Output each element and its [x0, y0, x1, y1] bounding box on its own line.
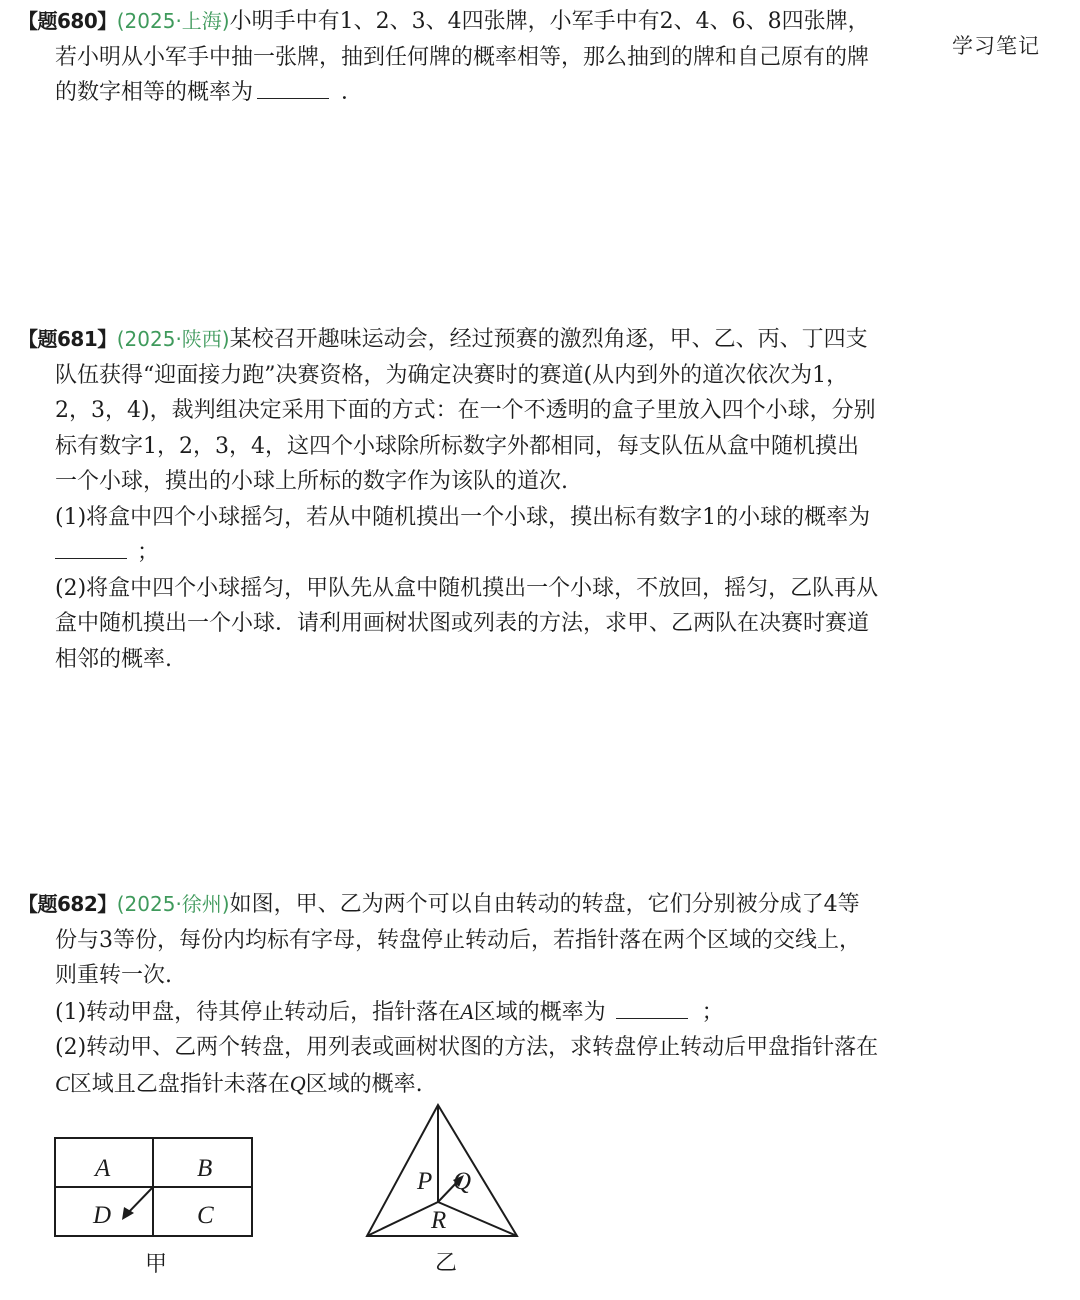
problem-source: (2025·陕西)	[116, 327, 230, 351]
problem-681-q2-line-3: 相邻的概率.	[55, 646, 172, 672]
region-label-p: P	[417, 1168, 433, 1195]
region-label-b: B	[197, 1155, 213, 1182]
problem-680-line-2: 若小明从小军手中抽一张牌，抽到任何牌的概率相等，那么抽到的牌和自己原有的牌	[55, 44, 870, 70]
problem-681-line-4: 标有数字1，2，3，4，这四个小球除所标数字外都相同，每支队伍从盒中随机摸出	[55, 433, 859, 459]
problem-tag: 【题680】	[18, 9, 117, 33]
answer-blank	[257, 78, 329, 99]
spinner-jia-figure	[40, 1125, 270, 1280]
problem-682	[18, 887, 918, 1102]
problem-681-line-5: 一个小球，摸出的小球上所标的数字作为该队的道次.	[55, 469, 568, 494]
region-variable: C	[55, 1070, 70, 1096]
answer-blank	[616, 998, 688, 1019]
problem-text: 小明手中有1、2、3、4四张牌，小军手中有2、4、6、8四张牌，	[229, 9, 870, 34]
problem-tag: 【题682】	[18, 892, 117, 916]
problem-text: 的数字相等的概率为	[55, 80, 254, 105]
problem-682-q2-line-1: (2)转动甲、乙两个转盘，用列表或画树状图的方法，求转盘停止转动后甲盘指针落在	[55, 1035, 879, 1060]
problem-tag: 【题681】	[18, 327, 117, 351]
problem-source: (2025·徐州)	[116, 892, 230, 916]
problem-681-q2-line-1: (2)将盒中四个小球摇匀，甲队先从盒中随机摸出一个小球，不放回，摇匀，乙队再从	[55, 575, 879, 601]
study-notes-label: 学习笔记	[952, 34, 1040, 58]
problem-682-line-3: 则重转一次.	[55, 963, 172, 988]
problem-682-line-1	[18, 887, 918, 923]
problem-text: (1)转动甲盘，待其停止转动后，指针落在	[55, 999, 461, 1025]
region-label-c: C	[197, 1202, 214, 1229]
problem-681-q2-line-2: 盒中随机摸出一个小球．请利用画树状图或列表的方法，求甲、乙两队在决赛时赛道	[55, 611, 870, 636]
answer-blank	[55, 538, 127, 559]
problem-text: 如图，甲、乙为两个可以自由转动的转盘，它们分别被分成了4等	[229, 892, 860, 917]
problem-text: ；	[701, 999, 724, 1025]
problem-680-line-1	[18, 4, 918, 40]
problem-text: ；	[137, 540, 160, 565]
problem-source: (2025·上海)	[116, 9, 230, 33]
problem-682-q1	[18, 994, 918, 1031]
problem-681-line-1	[18, 322, 918, 358]
figure-caption-jia: 甲	[145, 1252, 168, 1277]
problem-text: ．	[341, 80, 364, 105]
region-variable: A	[460, 998, 474, 1024]
problem-680-line-3	[18, 75, 918, 111]
region-label-d: D	[93, 1202, 112, 1229]
region-variable: Q	[289, 1070, 306, 1096]
problem-681-q1: (1)将盒中四个小球摇匀，若从中随机摸出一个小球，摸出标有数字1的小球的概率为	[55, 504, 871, 530]
problem-681	[18, 322, 918, 677]
problem-text: 区域的概率.	[305, 1071, 423, 1097]
problem-682-line-2: 份与3等份，每份内均标有字母，转盘停止转动后，若指针落在两个区域的交线上，	[55, 927, 861, 953]
problem-681-q1-answer	[18, 535, 918, 571]
problem-text: 区域的概率为	[473, 999, 606, 1025]
problem-text: 区域且乙盘指针未落在	[69, 1071, 290, 1097]
spinner-yi-figure	[355, 1098, 535, 1278]
region-label-r: R	[431, 1207, 447, 1234]
problem-681-line-3: 2，3，4)，裁判组决定采用下面的方式：在一个不透明的盒子里放入四个小球，分别	[55, 398, 876, 423]
problem-680	[18, 4, 918, 111]
problem-682-q2-line-2	[18, 1066, 918, 1103]
spinner-yi-divider-left	[367, 1202, 438, 1236]
problem-681-line-2: 队伍获得“迎面接力跑”决赛资格，为确定决赛时的赛道(从内到外的道次依次为1，	[55, 362, 849, 388]
region-label-a: A	[95, 1155, 111, 1182]
region-label-q: Q	[453, 1168, 472, 1195]
figure-caption-yi: 乙	[435, 1251, 458, 1276]
spinner-yi-divider-right	[438, 1202, 517, 1236]
problem-text: 某校召开趣味运动会，经过预赛的激烈角逐，甲、乙、丙、丁四支	[229, 327, 868, 352]
